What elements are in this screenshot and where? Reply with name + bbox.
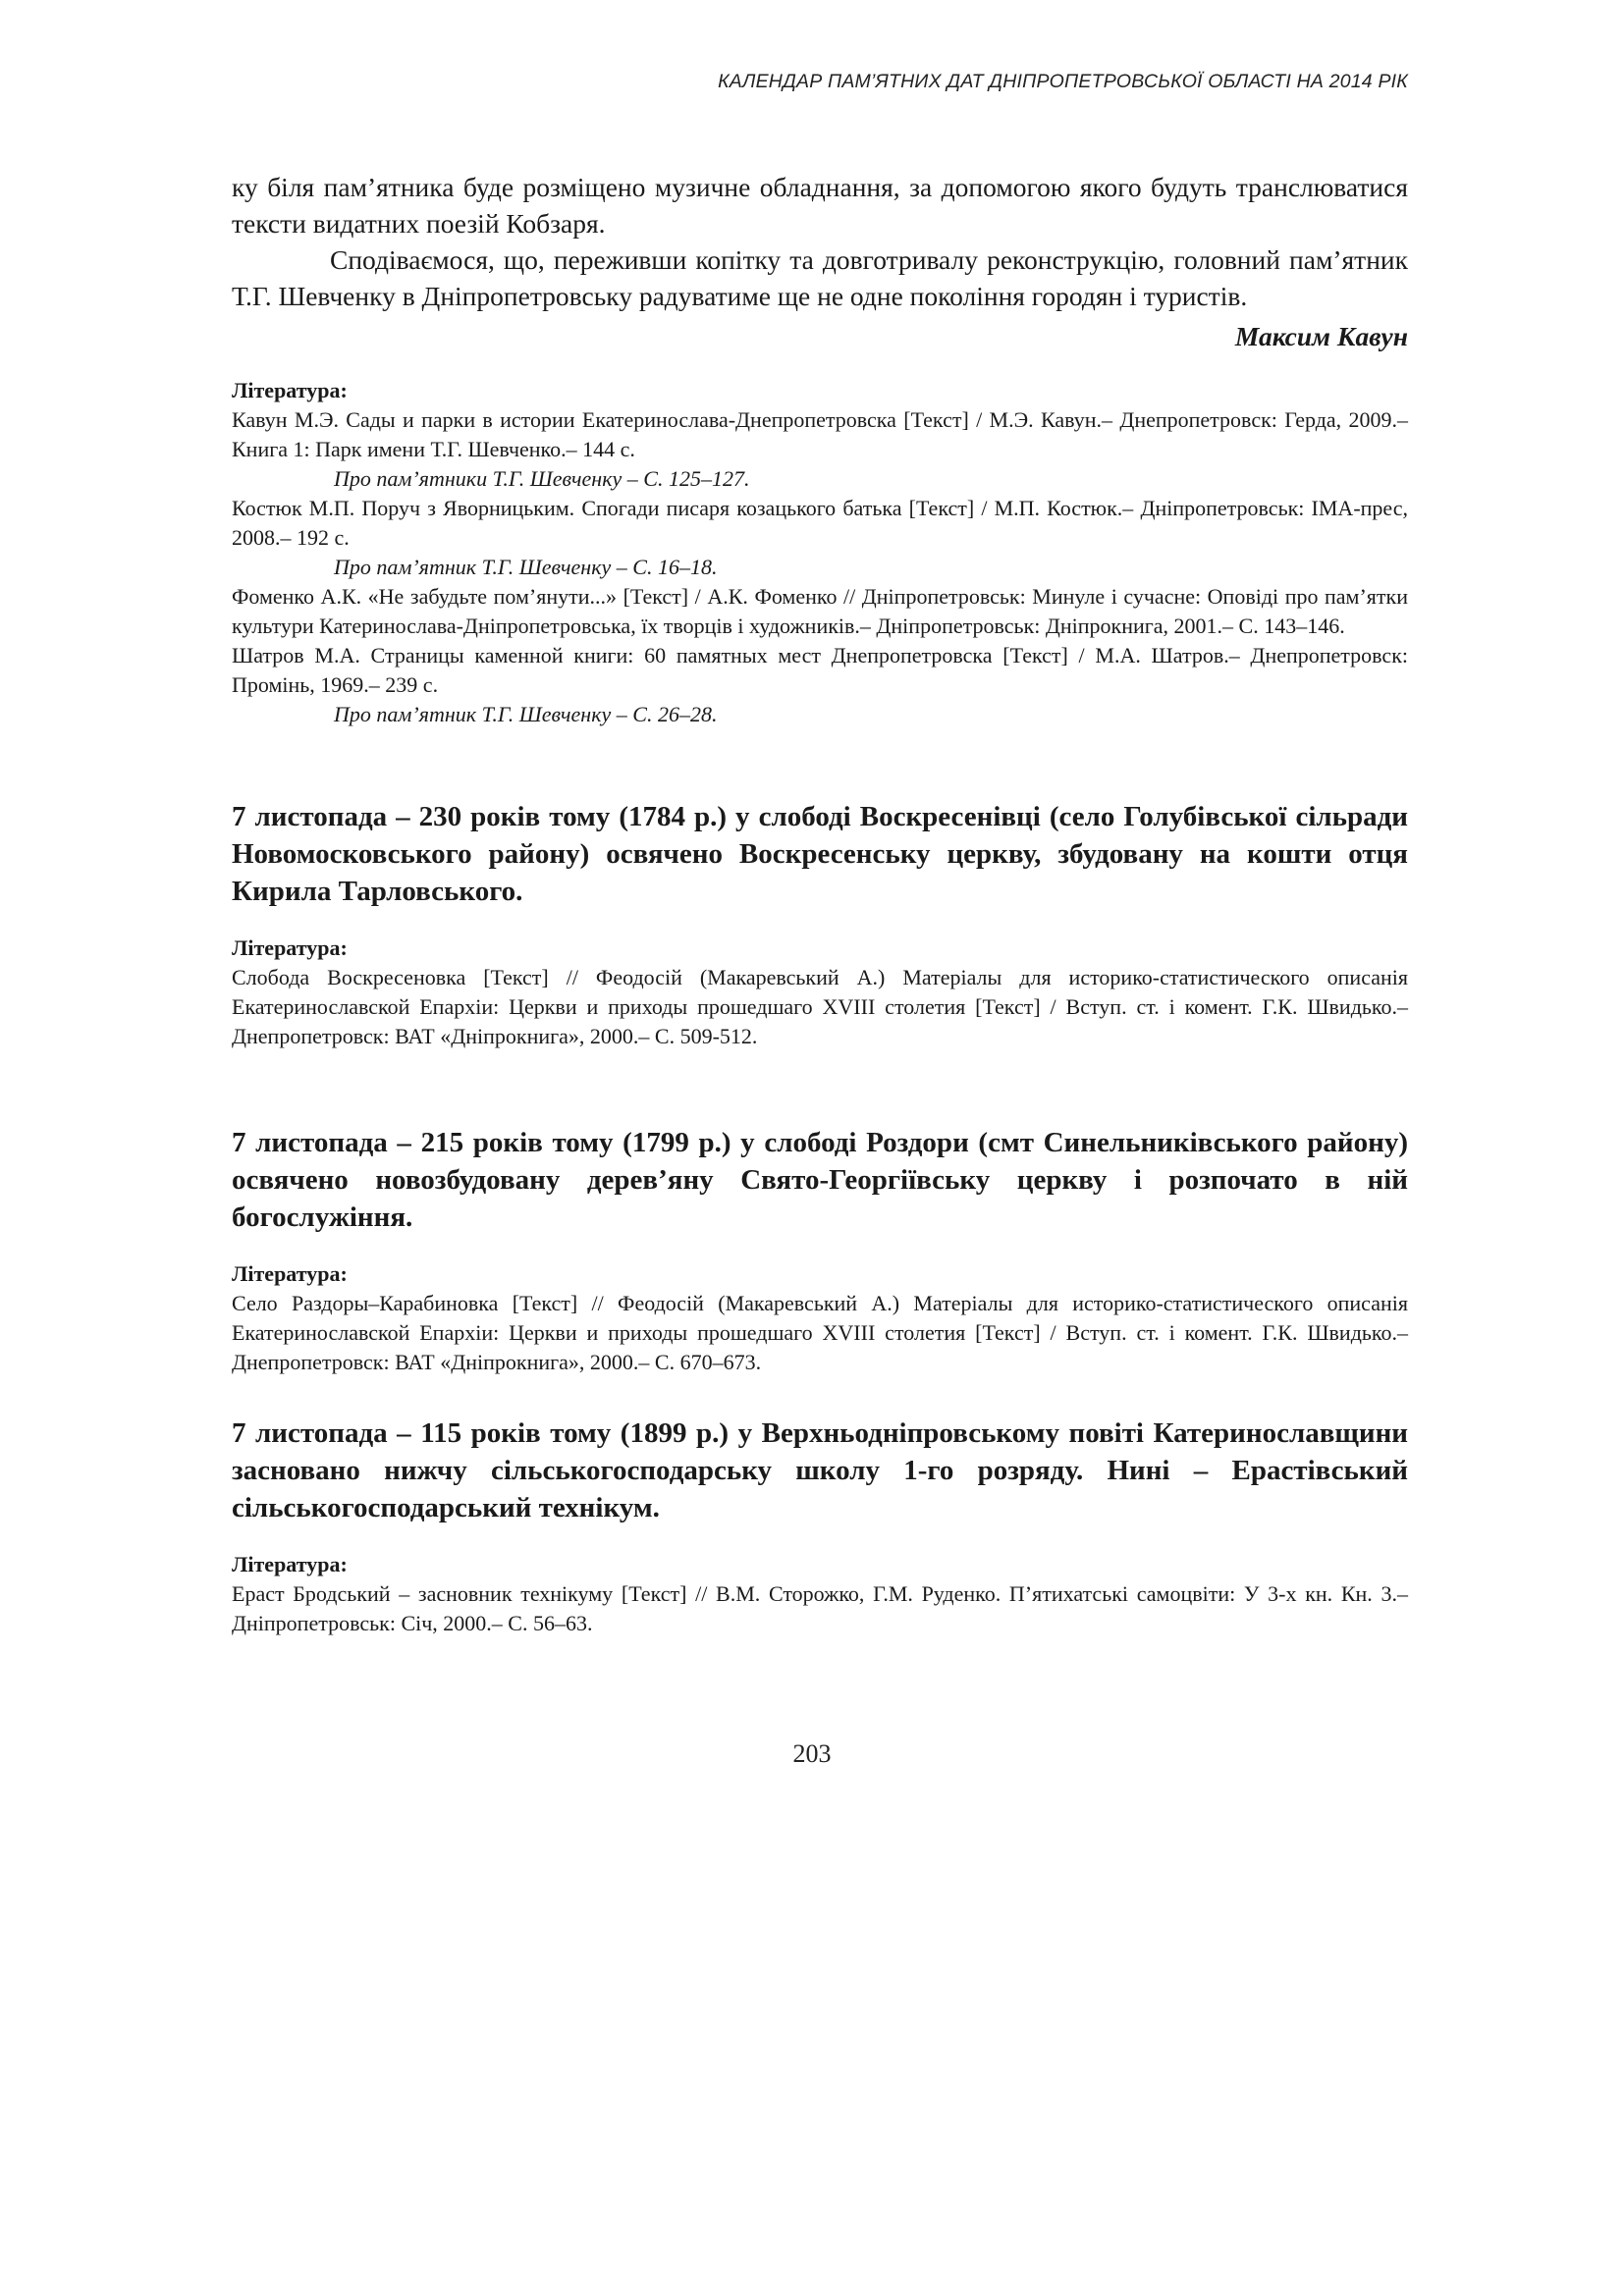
reference-item: Фоменко А.К. «Не забудьте пом’янути...» [Текст] / А.К. Фоменко // Дніпропетровськ: Минуле і сучасне: Оповіді про пам’ятки культури Катеринослава-Дніпропетровська, їх творців і художників.– Дніпропетровськ: Дніпрокнига, 2001.– С. 143–146. xyxy=(232,584,1408,638)
running-header: КАЛЕНДАР ПАМ’ЯТНИХ ДАТ ДНІПРОПЕТРОВСЬКОЇ ОБЛАСТІ НА 2014 РІК xyxy=(718,71,1408,92)
calendar-entry xyxy=(232,798,1408,1051)
page-content xyxy=(232,169,1408,1638)
literature-heading: Література: xyxy=(232,935,348,960)
reference-note: Про пам’ятники Т.Г. Шевченку – С. 125–127. xyxy=(334,466,750,491)
entry-heading: 7 листопада – 115 років тому (1899 р.) у Верхньодніпровському повіті Катеринославщини засновано нижчу сільськогосподарську школу 1-го розряду. Нині – Ерастівський сільськогосподарський технікум. xyxy=(232,1417,1408,1523)
article-paragraph: ку біля пам’ятника буде розміщено музичне обладнання, за допомогою якого будуть транслюватися тексти видатних поезій Кобзаря. xyxy=(232,172,1408,239)
entry-heading: 7 листопада – 215 років тому (1799 р.) у слободі Роздори (смт Синельниківського району) освячено новозбудовану дерев’яну Свято-Георгіївську церкву і розпочато в ній богослужіння. xyxy=(232,1127,1408,1233)
calendar-entry xyxy=(232,1415,1408,1638)
reference-item: Село Раздоры–Карабиновка [Текст] // Феодосій (Макаревський А.) Матеріалы для историко-статистического описанія Екатеринославской Епархіи: Церкви и приходы прошедшаго XVIII столетия [Текст] / Вступ. ст. і комент. Г.К. Швидько.– Днепропетровск: ВАТ «Дніпрокнига», 2000.– С. 670–673. xyxy=(232,1291,1408,1374)
reference-item: Костюк М.П. Поруч з Яворницьким. Спогади писаря козацького батька [Текст] / М.П. Костюк.– Дніпропетровськ: ІМА-прес, 2008.– 192 с. xyxy=(232,496,1408,550)
page-number: 203 xyxy=(792,1739,832,1768)
reference-item: Шатров М.А. Страницы каменной книги: 60 памятных мест Днепропетровска [Текст] / М.А. Шатров.– Днепропетровск: Промінь, 1969.– 239 с. xyxy=(232,643,1408,697)
literature-heading: Література: xyxy=(232,378,348,402)
article-author: Максим Кавун xyxy=(1234,321,1408,351)
reference-note: Про пам’ятник Т.Г. Шевченку – С. 26–28. xyxy=(334,702,718,726)
reference-item: Кавун М.Э. Сады и парки в истории Екатеринослава-Днепропетровска [Текст] / М.Э. Кавун.– Днепропетровск: Герда, 2009.– Книга 1: Парк имени Т.Г. Шевченко.– 144 с. xyxy=(232,407,1408,461)
reference-item: Ераст Бродський – засновник технікуму [Текст] // В.М. Сторожко, Г.М. Руденко. П’ятихатські самоцвіти: У 3-х кн. Кн. 3.– Дніпропетровськ: Січ, 2000.– С. 56–63. xyxy=(232,1581,1408,1635)
article-paragraph: Сподіваємося, що, переживши копітку та довготривалу реконструкцію, головний пам’ятник Т.Г. Шевченку в Дніпропетровську радуватиме ще не одне покоління городян і туристів. xyxy=(232,244,1408,311)
entry-heading: 7 листопада – 230 років тому (1784 р.) у слободі Воскресенівці (село Голубівської сільради Новомосковського району) освячено Воскресенську церкву, збудовану на кошти отця Кирила Тарловського. xyxy=(232,801,1408,907)
entry-literature xyxy=(232,934,1408,1051)
reference-note: Про пам’ятник Т.Г. Шевченку – С. 16–18. xyxy=(334,555,718,579)
literature-heading: Література: xyxy=(232,1261,348,1286)
calendar-entry xyxy=(232,1124,1408,1377)
entry-literature xyxy=(232,1550,1408,1638)
article-literature xyxy=(232,376,1408,729)
literature-heading: Література: xyxy=(232,1552,348,1576)
reference-item: Слобода Воскресеновка [Текст] // Феодосій (Макаревський А.) Матеріалы для историко-статистического описанія Екатеринославской Епархіи: Церкви и приходы прошедшаго XVIII столетия [Текст] / Вступ. ст. і комент. Г.К. Швидько.– Днепропетровск: ВАТ «Дніпрокнига», 2000.– С. 509-512. xyxy=(232,965,1408,1048)
entry-literature xyxy=(232,1259,1408,1377)
